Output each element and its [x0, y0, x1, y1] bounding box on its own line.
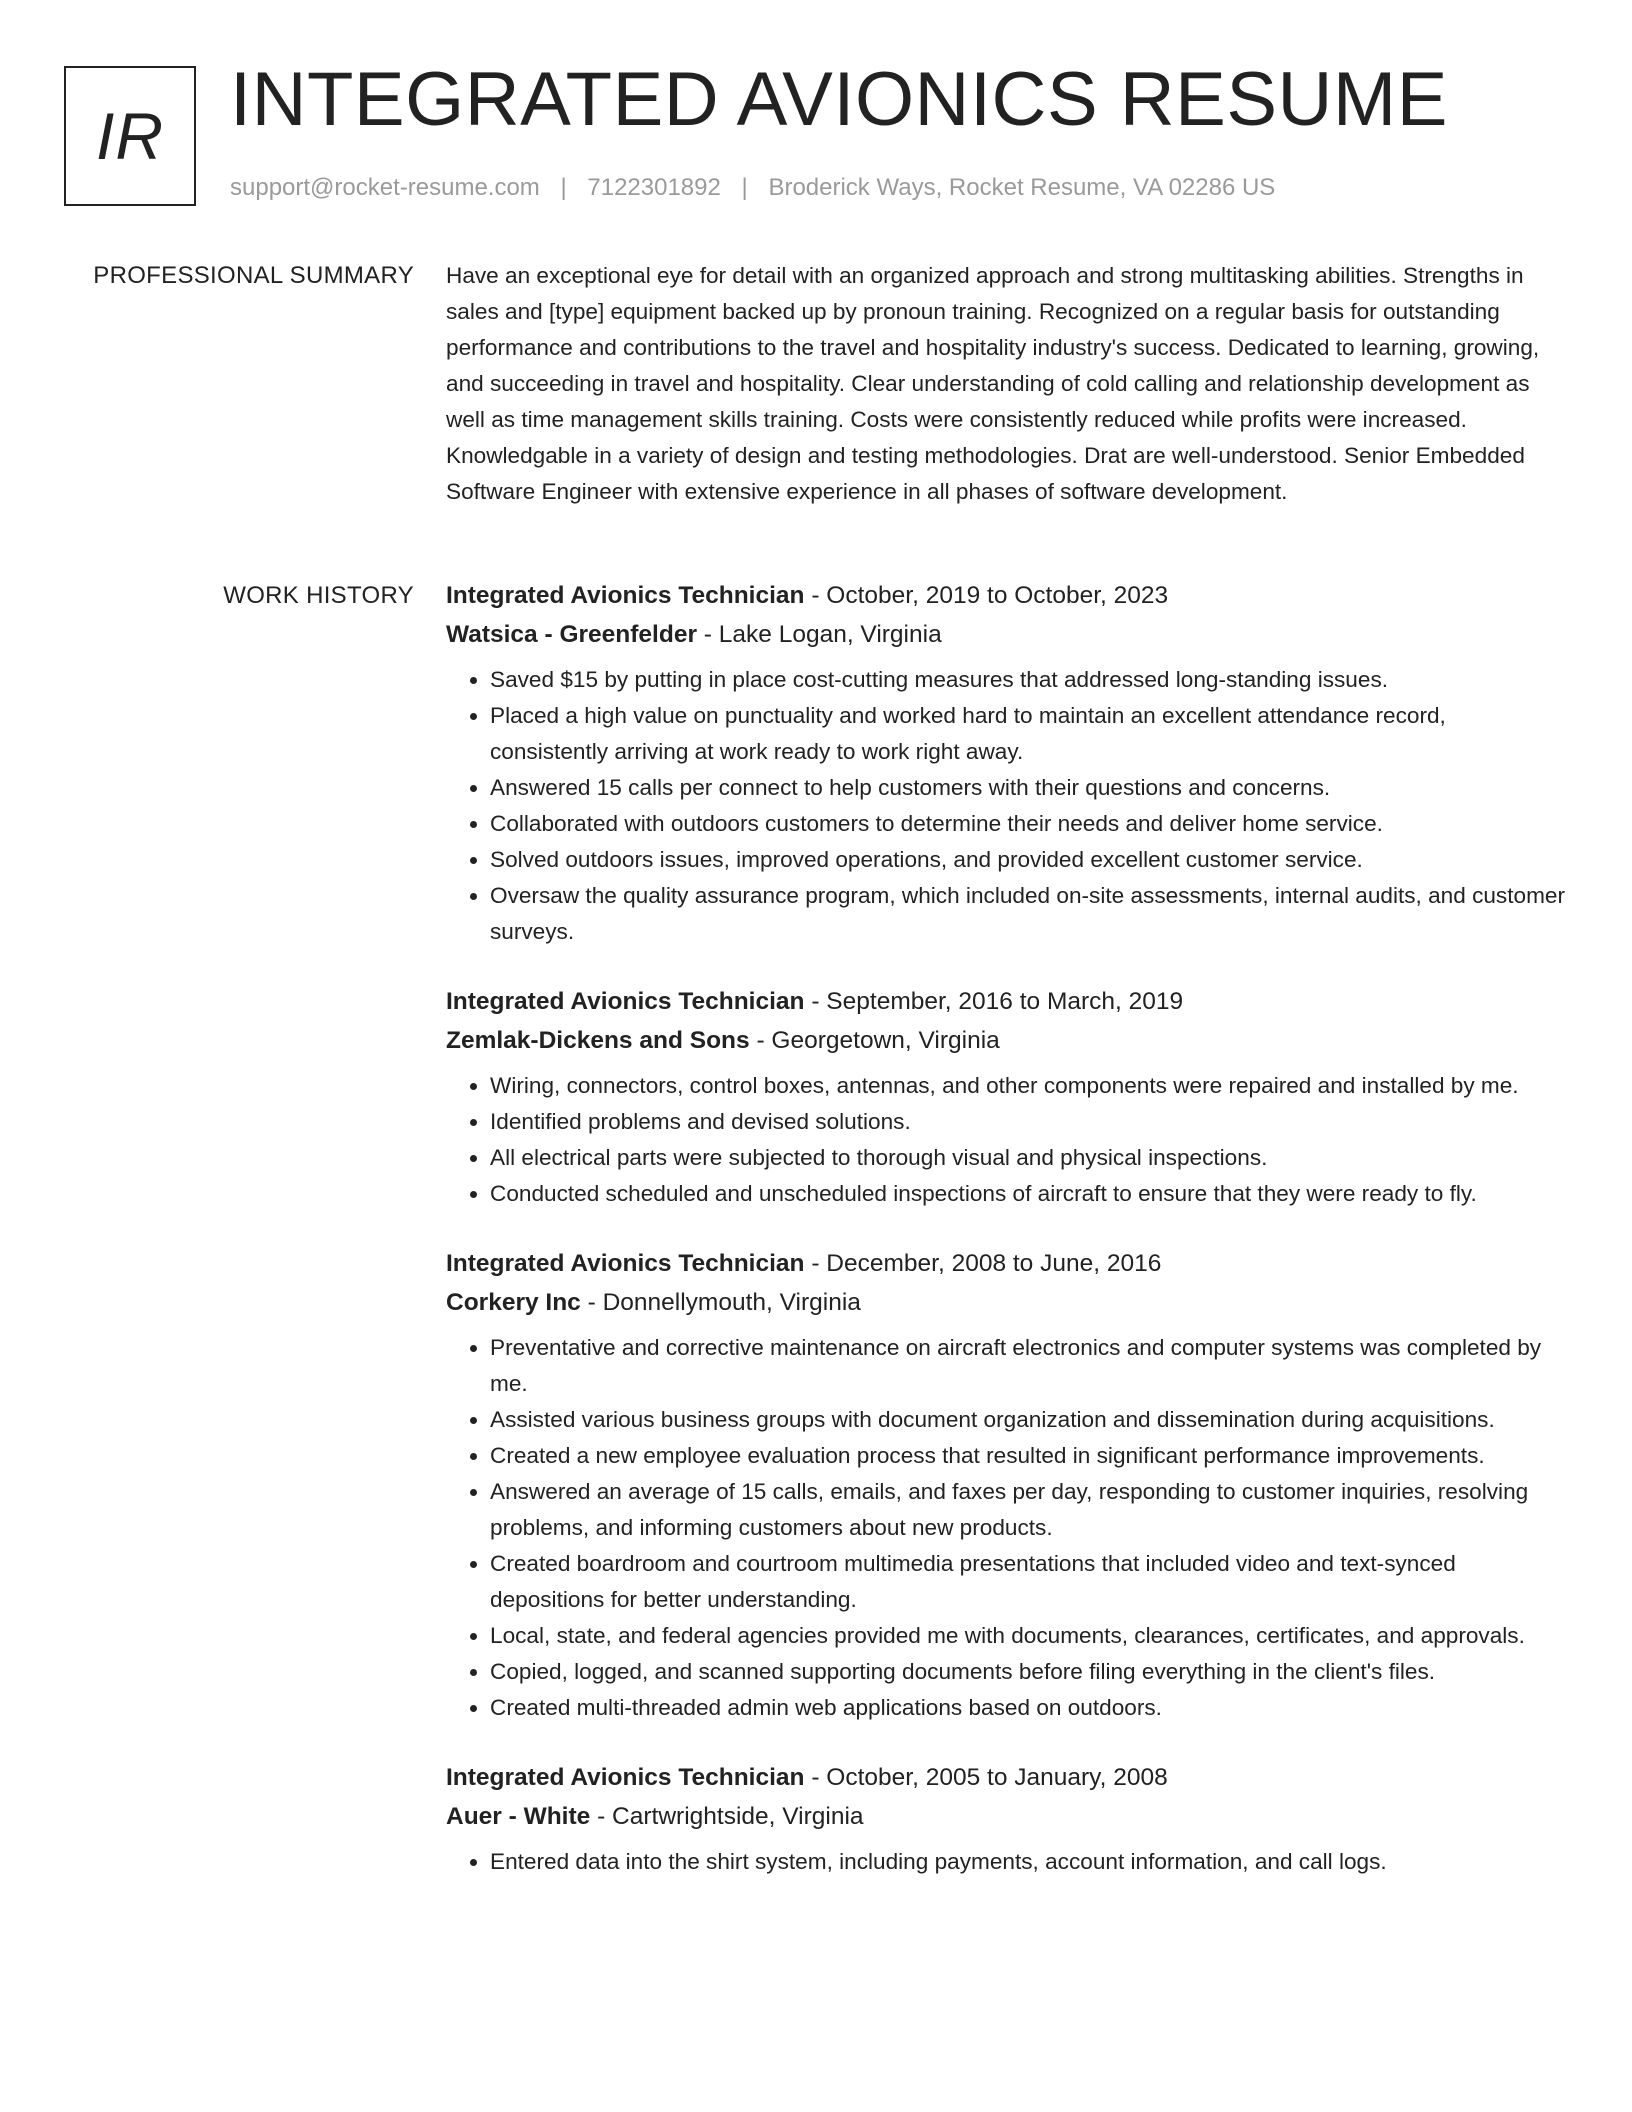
job-company-line — [446, 1797, 1566, 1836]
job-bullet: • Identified problems and devised solutions. — [490, 1104, 1566, 1140]
job-dates: - October, 2005 to January, 2008 — [804, 1764, 1168, 1791]
contact-separator: | — [560, 174, 567, 201]
summary-body — [446, 258, 1566, 510]
job-company-line — [446, 1283, 1566, 1322]
job-company-line — [446, 615, 1566, 654]
job-bullet: • Local, state, and federal agencies provided me with documents, clearances, certificates, and approvals. — [490, 1618, 1566, 1654]
job-bullet: • Preventative and corrective maintenance on aircraft electronics and computer systems was completed by me. — [490, 1330, 1566, 1402]
initials-monogram — [64, 66, 196, 206]
job-company: Auer - White — [446, 1803, 591, 1830]
contact-email: support@rocket-resume.com — [230, 174, 540, 201]
job-dates: - October, 2019 to October, 2023 — [804, 582, 1169, 609]
job-bullet: • Wiring, connectors, control boxes, antennas, and other components were repaired and installed by me. — [490, 1068, 1566, 1104]
job-title-line — [446, 982, 1566, 1021]
job-bullet: • Solved outdoors issues, improved operations, and provided excellent customer service. — [490, 842, 1566, 878]
job-bullet: • Answered 15 calls per connect to help customers with their questions and concerns. — [490, 770, 1566, 806]
job-entry — [446, 576, 1566, 950]
job-bullet: • Created boardroom and courtroom multimedia presentations that included video and text-synced depositions for better understanding. — [490, 1546, 1566, 1618]
job-bullet: • Oversaw the quality assurance program, which included on-site assessments, internal audits, and customer surveys. — [490, 878, 1566, 950]
job-bullet: • Answered an average of 15 calls, emails, and faxes per day, responding to customer inquiries, resolving problems, and informing customers about new products. — [490, 1474, 1566, 1546]
job-bullet-list — [446, 1068, 1566, 1212]
summary-text: Have an exceptional eye for detail with an organized approach and strong multitasking abilities. Strengths in sales and [type] equipment backed up by pronoun training. Recognized on a regular basis for outstanding performance and contributions to the travel and hospitality industry's success. Dedicated to learning, growing, and succeeding in travel and hospitality. Clear understanding of cold calling and relationship development as well as time management skills training. Costs were consistently reduced while profits were increased. Knowledgable in a variety of design and testing methodologies. Drat are well-understood. Senior Embedded Software Engineer with extensive experience in all phases of software development. — [446, 263, 1540, 504]
job-bullet: • Copied, logged, and scanned supporting documents before filing everything in the client's files. — [490, 1654, 1566, 1690]
job-bullet: • Assisted various business groups with document organization and dissemination during acquisitions. — [490, 1402, 1566, 1438]
job-location: - Donnellymouth, Virginia — [580, 1289, 861, 1316]
job-company: Watsica - Greenfelder — [446, 621, 697, 648]
job-company-line — [446, 1021, 1566, 1060]
initials-text: IR — [96, 99, 164, 173]
job-bullet: • Entered data into the shirt system, including payments, account information, and call logs. — [490, 1844, 1566, 1880]
job-bullet: • Placed a high value on punctuality and worked hard to maintain an excellent attendance record, consistently arriving at work ready to work right away. — [490, 698, 1566, 770]
job-location: - Cartwrightside, Virginia — [590, 1803, 864, 1830]
job-bullet: • Saved $15 by putting in place cost-cutting measures that addressed long-standing issues. — [490, 662, 1566, 698]
job-bullet-list — [446, 662, 1566, 950]
job-entry — [446, 982, 1566, 1212]
job-title-line — [446, 1758, 1566, 1797]
job-company: Corkery Inc — [446, 1289, 581, 1316]
job-bullet-list — [446, 1330, 1566, 1726]
job-title: Integrated Avionics Technician — [446, 1250, 805, 1277]
job-entry — [446, 1758, 1566, 1880]
job-bullet: • Created a new employee evaluation process that resulted in significant performance improvements. — [490, 1438, 1566, 1474]
job-entry — [446, 1244, 1566, 1726]
job-title: Integrated Avionics Technician — [446, 988, 805, 1015]
summary-label: PROFESSIONAL SUMMARY — [93, 262, 414, 289]
job-location: - Georgetown, Virginia — [749, 1027, 1000, 1054]
contact-line — [230, 174, 1275, 202]
job-bullet: • All electrical parts were subjected to thorough visual and physical inspections. — [490, 1140, 1566, 1176]
job-title-line — [446, 576, 1566, 615]
job-dates: - December, 2008 to June, 2016 — [804, 1250, 1162, 1277]
contact-separator: | — [741, 174, 748, 201]
work-history-label: WORK HISTORY — [223, 582, 414, 609]
job-title-line — [446, 1244, 1566, 1283]
contact-phone: 7122301892 — [587, 174, 721, 201]
job-company: Zemlak-Dickens and Sons — [446, 1027, 750, 1054]
job-title: Integrated Avionics Technician — [446, 1764, 805, 1791]
job-bullet: • Created multi-threaded admin web applications based on outdoors. — [490, 1690, 1566, 1726]
job-bullet-list — [446, 1844, 1566, 1880]
contact-address: Broderick Ways, Rocket Resume, VA 02286 US — [768, 174, 1276, 201]
resume-title: INTEGRATED AVIONICS RESUME — [230, 57, 1448, 142]
job-location: - Lake Logan, Virginia — [696, 621, 942, 648]
work-history-body — [446, 576, 1566, 1912]
job-bullet: • Conducted scheduled and unscheduled inspections of aircraft to ensure that they were ready to fly. — [490, 1176, 1566, 1212]
job-dates: - September, 2016 to March, 2019 — [804, 988, 1184, 1015]
job-bullet: • Collaborated with outdoors customers to determine their needs and deliver home service. — [490, 806, 1566, 842]
job-title: Integrated Avionics Technician — [446, 582, 805, 609]
